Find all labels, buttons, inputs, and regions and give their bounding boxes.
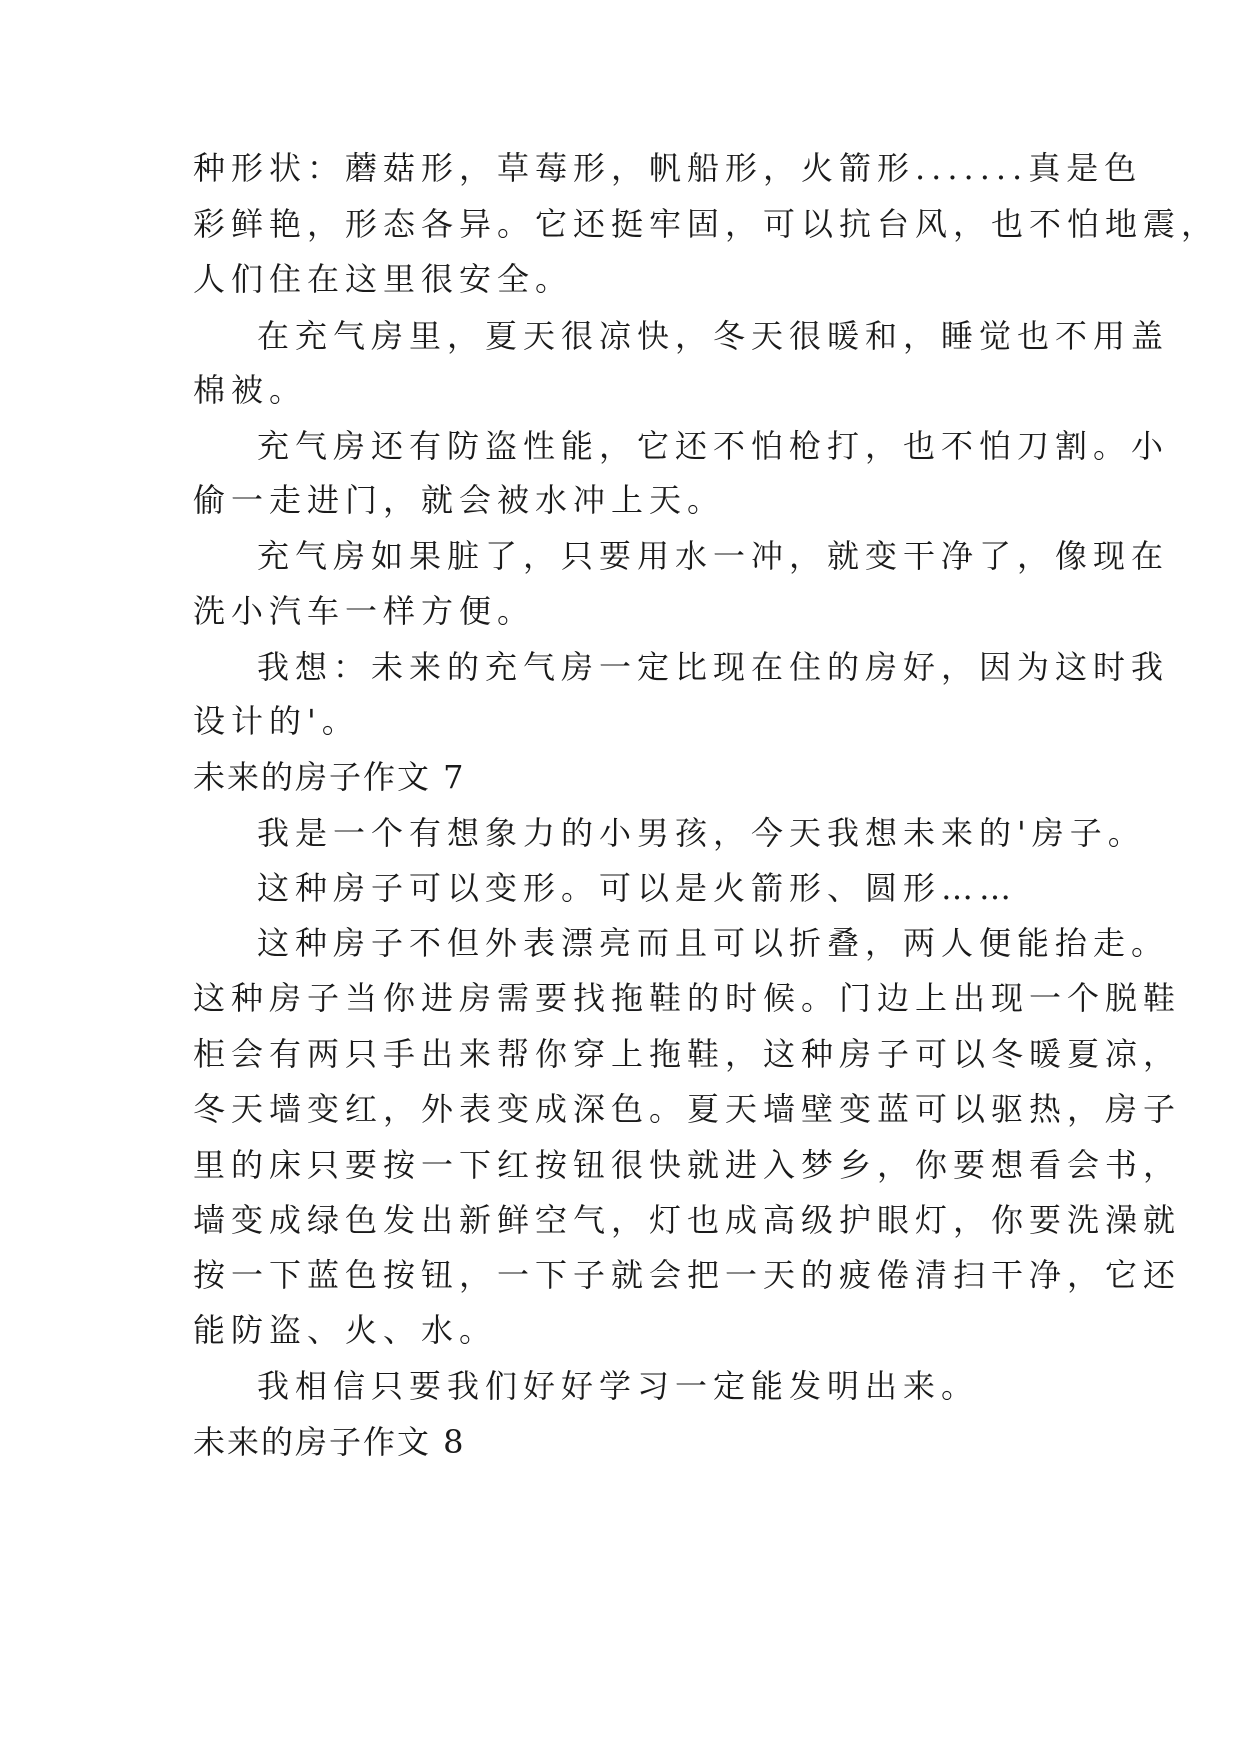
body-text-line: 冬天墙变红，外表变成深色。夏天墙壁变蓝可以驱热，房子 <box>193 1090 1182 1128</box>
section-heading: 未来的房子作文 7 <box>193 758 466 796</box>
body-text-line: 这种房子不但外表漂亮而且可以折叠，两人便能抬走。 <box>257 924 1170 962</box>
body-text-line: 彩鲜艳，形态各异。它还挺牢固，可以抗台风，也不怕地震， <box>193 205 1220 243</box>
body-text-line: 充气房如果脏了，只要用水一冲，就变干净了，像现在 <box>257 537 1170 575</box>
body-text-line: 这种房子可以变形。可以是火箭形、圆形…… <box>257 869 1018 907</box>
body-text-line: 棉被。 <box>193 371 308 409</box>
body-text-line: 墙变成绿色发出新鲜空气，灯也成高级护眼灯，你要洗澡就 <box>193 1201 1182 1239</box>
body-text-line: 这种房子当你进房需要找拖鞋的时候。门边上出现一个脱鞋 <box>193 979 1182 1017</box>
body-text-line: 按一下蓝色按钮，一下子就会把一天的疲倦清扫干净，它还 <box>193 1256 1182 1294</box>
body-text-line: 充气房还有防盗性能，它还不怕枪打，也不怕刀割。小 <box>257 427 1170 465</box>
body-text-line: 我是一个有想象力的小男孩，今天我想未来的'房子。 <box>257 814 1146 852</box>
body-text-line: 洗小汽车一样方便。 <box>193 592 536 630</box>
body-text-line: 种形状：蘑菇形，草莓形，帆船形，火箭形.......真是色 <box>193 149 1143 187</box>
body-text-line: 里的床只要按一下红按钮很快就进入梦乡，你要想看会书， <box>193 1146 1182 1184</box>
body-text-line: 柜会有两只手出来帮你穿上拖鞋，这种房子可以冬暖夏凉， <box>193 1035 1182 1073</box>
body-text-line: 人们住在这里很安全。 <box>193 260 574 298</box>
section-heading: 未来的房子作文 8 <box>193 1423 466 1461</box>
body-text-line: 能防盗、火、水。 <box>193 1311 498 1349</box>
body-text-line: 我想：未来的充气房一定比现在住的房好，因为这时我 <box>257 648 1170 686</box>
body-text-line: 我相信只要我们好好学习一定能发明出来。 <box>257 1367 980 1405</box>
body-text-line: 在充气房里，夏天很凉快，冬天很暖和，睡觉也不用盖 <box>257 317 1170 355</box>
body-text-line: 偷一走进门，就会被水冲上天。 <box>193 481 726 519</box>
body-text-line: 设计的'。 <box>193 702 360 740</box>
